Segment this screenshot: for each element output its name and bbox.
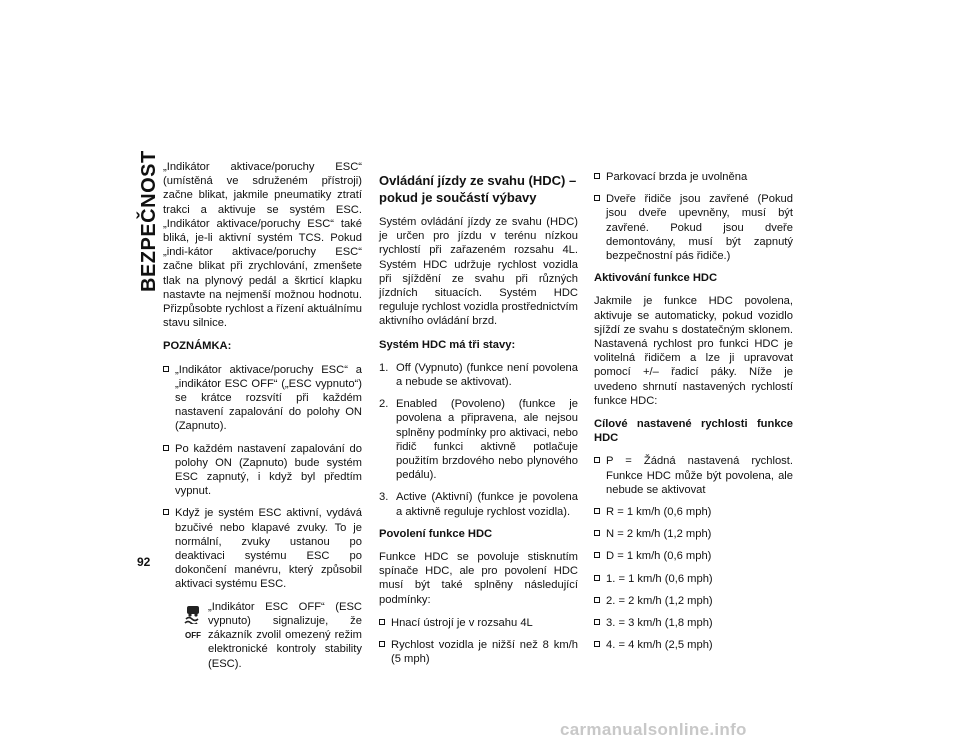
list-item: „Indikátor aktivace/poruchy ESC“ a „indikátor ESC OFF“ („ESC vypnuto“) se krátce rozsvítí při každém nastavení zapalování do polohy ON (Zapnuto).	[163, 363, 362, 434]
square-bullet-icon	[163, 366, 169, 372]
esc-off-icon	[179, 604, 207, 643]
numbered-item: 2. Enabled (Povoleno) (funkce je povolena a připravena, ale nejsou splněny podmínky pro aktivaci, nebo řidič funkci aktivně potlačuje použitím brzdového nebo plynového pedálu).	[379, 398, 578, 482]
square-bullet-icon	[379, 641, 385, 647]
square-bullet-icon	[163, 445, 169, 451]
square-bullet-icon	[594, 195, 600, 201]
list-item: 3. = 3 km/h (1,8 mph)	[594, 616, 793, 630]
list-item: Po každém nastavení zapalování do polohy ON (Zapnuto) bude systém ESC zapnutý, i když byl předtím vypnut.	[163, 442, 362, 499]
list-item: Rychlost vozidla je nižší než 8 km/h (5 mph)	[379, 638, 578, 666]
column-3	[594, 170, 793, 660]
column-1	[163, 160, 362, 680]
square-bullet-icon	[163, 509, 169, 515]
column-2	[379, 172, 578, 674]
square-bullet-icon	[594, 457, 600, 463]
square-bullet-icon	[594, 641, 600, 647]
list-item: N = 2 km/h (1,2 mph)	[594, 527, 793, 541]
square-bullet-icon	[594, 619, 600, 625]
list-item: R = 1 km/h (0,6 mph)	[594, 505, 793, 519]
page-number: 92	[137, 555, 151, 569]
square-bullet-icon	[379, 619, 385, 625]
square-bullet-icon	[594, 530, 600, 536]
section-title-text: BEZPEČNOST	[138, 150, 160, 292]
hdc-enable-paragraph: Funkce HDC se povoluje stisknutím spínače HDC, ale pro povolení HDC musí být také splněny následující podmínky:	[379, 551, 578, 606]
square-bullet-icon	[594, 597, 600, 603]
numbered-item: 1. Off (Vypnuto) (funkce není povolena a nebude se aktivovat).	[379, 361, 578, 389]
list-item: Dveře řidiče jsou zavřené (Pokud jsou dveře upevněny, musí být zavřené. Pokud jsou dveře demontovány, musí být zapnutý bezpečnostní pás řidiče.)	[594, 192, 793, 263]
list-item: 1. = 1 km/h (0,6 mph)	[594, 572, 793, 586]
esc-intro-paragraph: „Indikátor aktivace/poruchy ESC“ (umístěná ve sdruženém přístroji) začne blikat, jakmile pneumatiky ztratí trakci a aktivuje se systém ESC. „Indikátor aktivace/poruchy ESC“ také bliká, je-li aktivní systém TCS. Pokud „indi-kátor aktivace/poruchy ESC“ začne blikat při zrychlování, zmenšete tlak na plynový pedál a škrticí klapku nastavte na nejmenší možnou hodnotu. Přizpůsobte rychlost a řízení aktuálnímu stavu silnice.	[163, 161, 362, 330]
list-item: Když je systém ESC aktivní, vydává bzučivé nebo klapavé zvuky. To je normální, zvuky ustanou po deaktivaci systému ESC po dokončení manévru, který způsobil aktivaci systému ESC.	[163, 506, 362, 591]
skidding-car-icon	[182, 604, 204, 624]
list-item: P = Žádná nastavená rychlost. Funkce HDC může být povolena, ale nebude se aktivovat	[594, 454, 793, 497]
hdc-enable-heading: Povolení funkce HDC	[379, 527, 493, 540]
numbered-item: 3. Active (Aktivní) (funkce je povolena a aktivně reguluje rychlost vozidla).	[379, 491, 578, 518]
watermark-text: carmanualsonline.info	[560, 720, 747, 739]
esc-off-label: OFF	[185, 630, 201, 640]
list-item: 4. = 4 km/h (2,5 mph)	[594, 638, 793, 652]
hdc-targets-heading: Cílové nastavené rychlosti funkce HDC	[594, 418, 793, 445]
list-item: Parkovací brzda je uvolněna	[594, 170, 793, 184]
list-item: 2. = 2 km/h (1,2 mph)	[594, 594, 793, 608]
hdc-activation-heading: Aktivování funkce HDC	[594, 272, 718, 285]
hdc-intro-paragraph: Systém ovládání jízdy ze svahu (HDC) je určen pro jízdu v terénu nízkou rychlostí při zařazeném rozsahu 4L. Systém HDC udržuje rychlost vozidla při sjíždění ze svahu při různých jízdních situacích. Systém HDC reguluje rychlost vozidla prostřednictvím aktivního ovládání brzd.	[379, 216, 578, 328]
square-bullet-icon	[594, 575, 600, 581]
esc-off-indicator-note	[163, 600, 362, 671]
esc-off-description: „Indikátor ESC OFF“ (ESC vypnuto) signalizuje, že zákazník zvolil omezený režim elektronické kontroly stability (ESC).	[208, 600, 362, 670]
list-item: D = 1 km/h (0,6 mph)	[594, 549, 793, 563]
square-bullet-icon	[594, 552, 600, 558]
list-item: Hnací ústrojí je v rozsahu 4L	[379, 616, 578, 630]
hdc-activation-paragraph: Jakmile je funkce HDC povolena, aktivuje se automaticky, pokud vozidlo sjíždí ze svahu s dostatečným sklonem. Nastavená rychlost pro funkci HDC je volitelná řidičem a lze ji upravovat pomocí +/– řadicí páky. Níže je uvedeno shrnutí nastavených rychlostí funkce HDC:	[594, 295, 793, 407]
square-bullet-icon	[594, 173, 600, 179]
note-heading: POZNÁMKA:	[163, 340, 232, 353]
hdc-heading: Ovládání jízdy ze svahu (HDC) – pokud je součástí výbavy	[379, 173, 577, 205]
hdc-states-heading: Systém HDC má tři stavy:	[379, 338, 516, 351]
square-bullet-icon	[594, 508, 600, 514]
